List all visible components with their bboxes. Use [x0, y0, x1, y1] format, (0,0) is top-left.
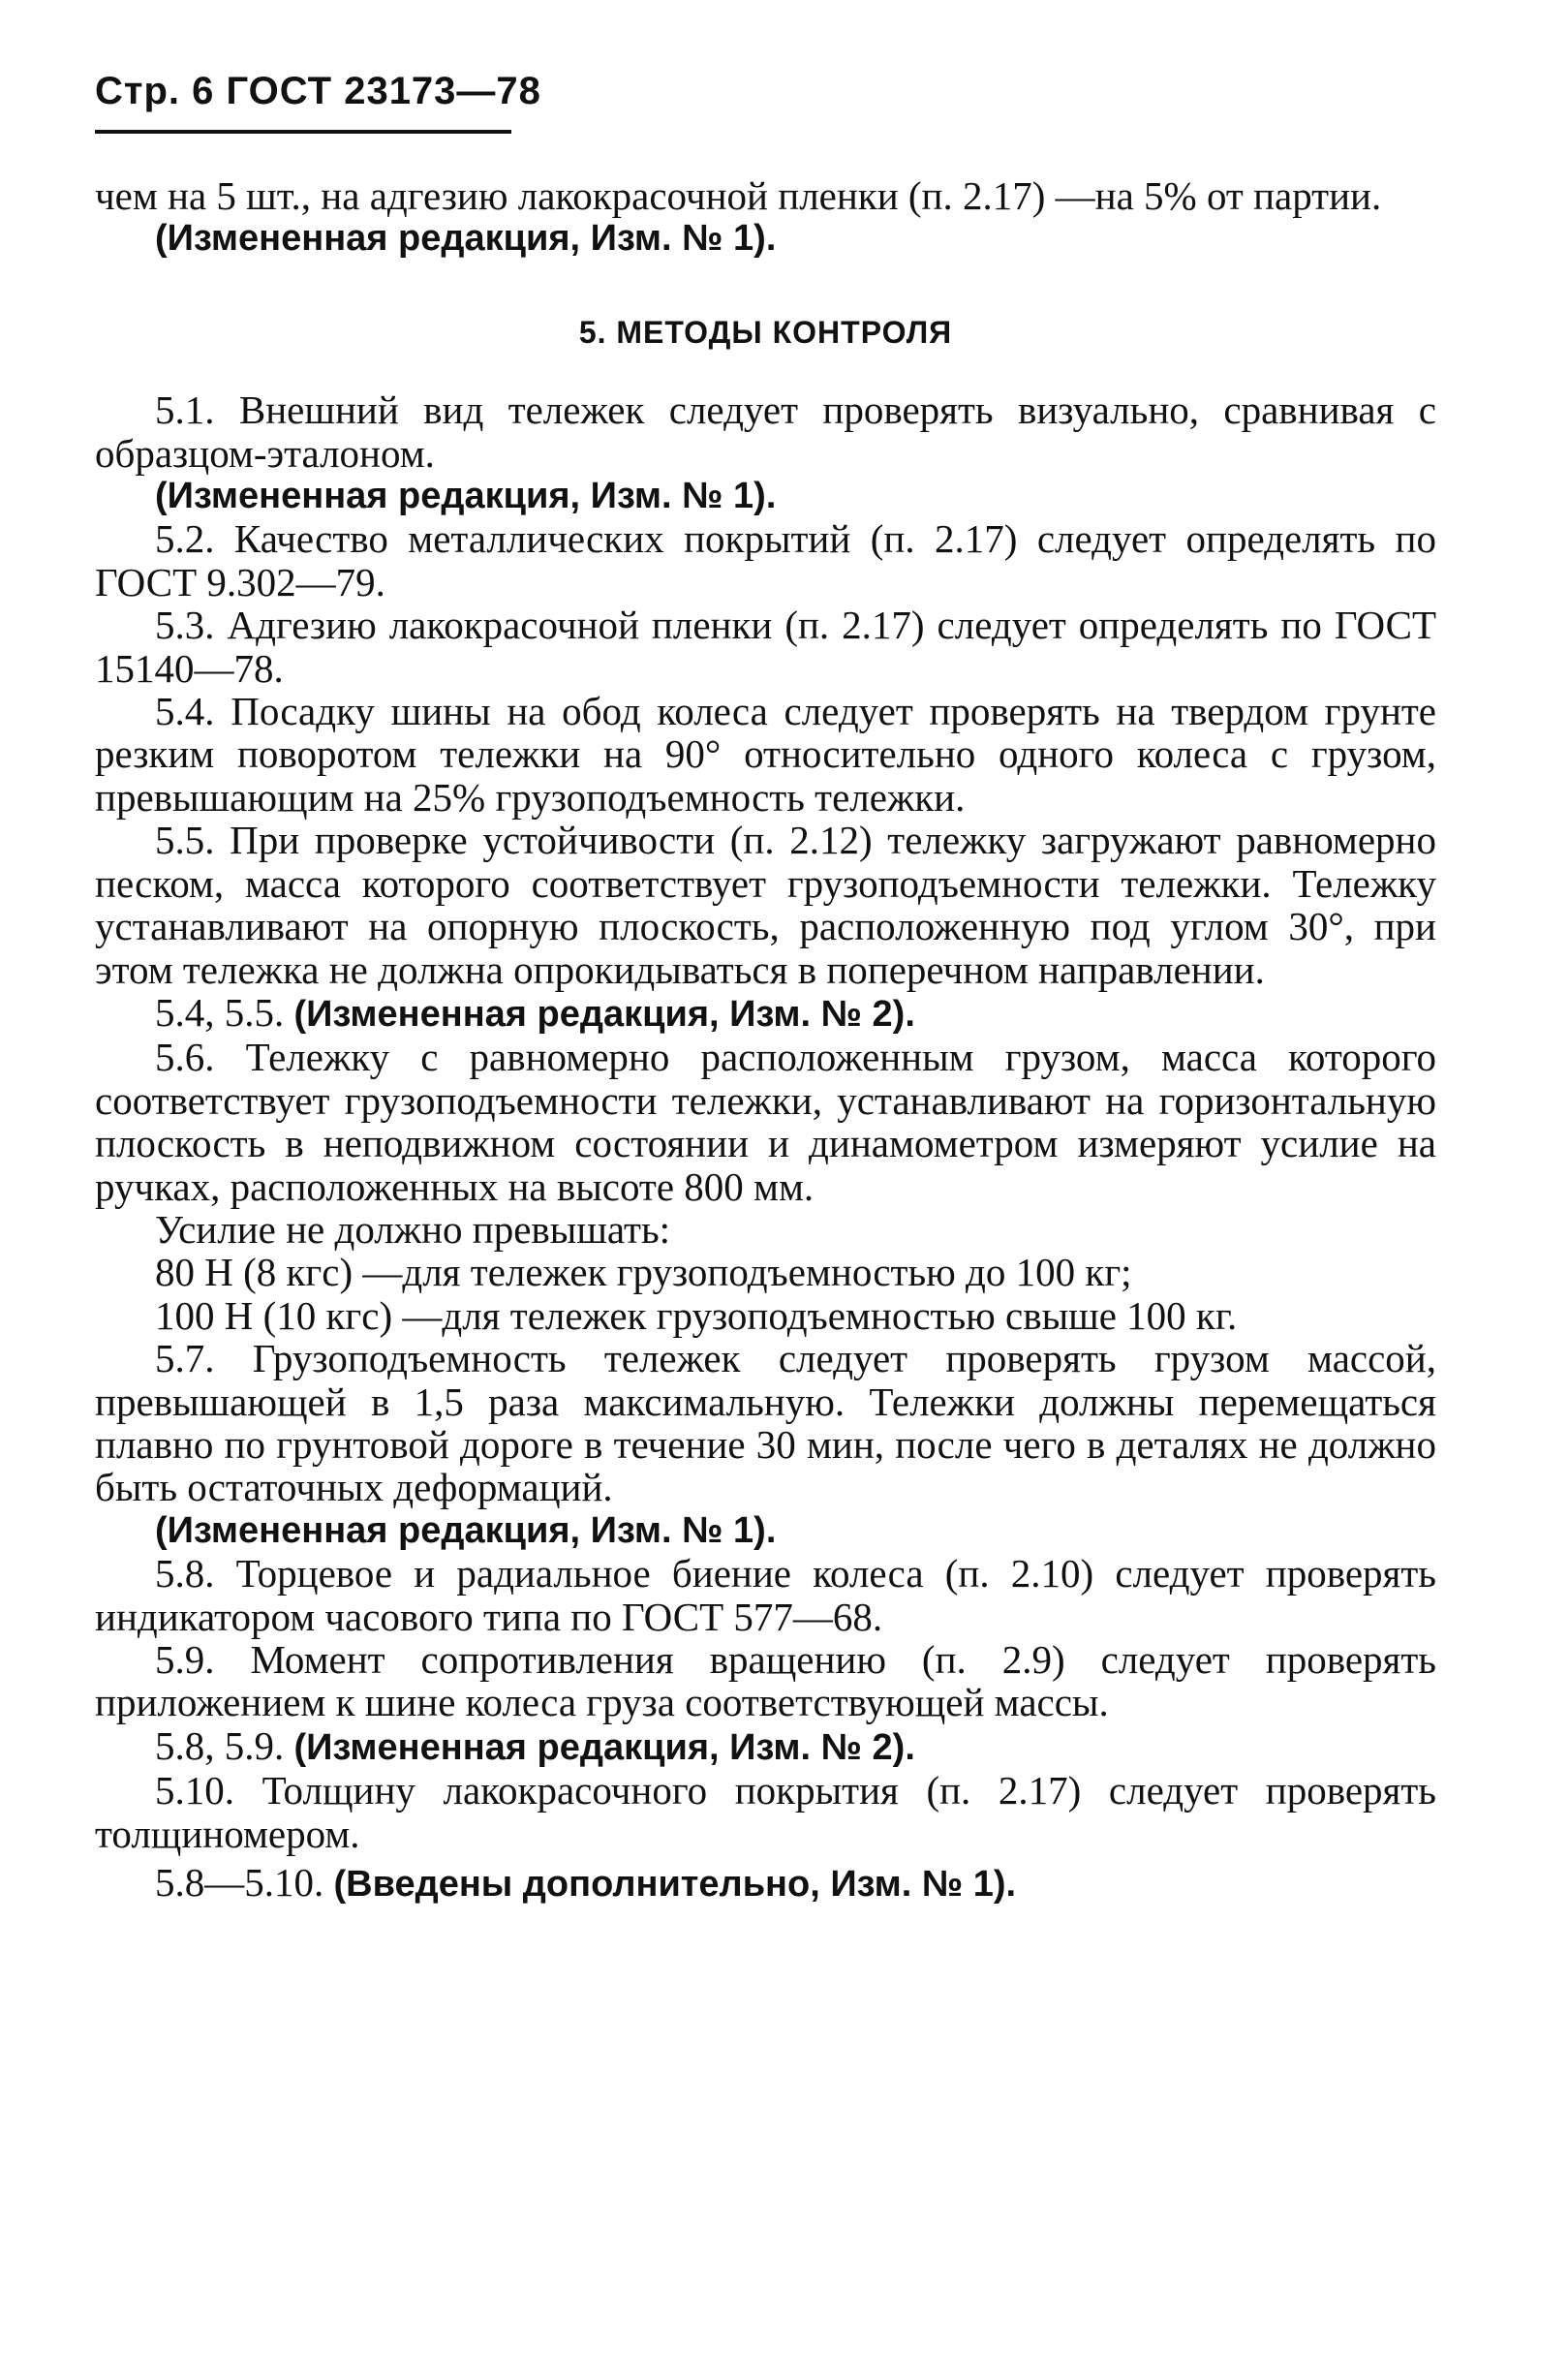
amendment-note: (Измененная редакция, Изм. № 1).: [155, 218, 777, 260]
clause-5-2: 5.2. Качество металлических покрытий (п. 2.17) следует определять по ГОСТ 9.302—79.: [95, 516, 1436, 604]
amendment-prefix: 5.8, 5.9.: [155, 1722, 294, 1768]
clause-5-1: 5.1. Внешний вид тележек следует проверять визуально, сравнивая с образцом-эталоном.: [95, 388, 1436, 476]
clause-5-7: 5.7. Грузоподъемность тележек следует проверять грузом массой, превышающей в 1,5 раза максимальную. Тележки должны перемещаться плавно по грунтовой дороге в течение 30 мин, после чего в деталях не должно быть остаточных деформаций.: [95, 1336, 1436, 1510]
clause-5-9: 5.9. Момент сопротивления вращению (п. 2.9) следует проверять приложением к шине колеса груза соответствующей массы.: [95, 1637, 1436, 1725]
clause-5-3: 5.3. Адгезию лакокрасочной пленки (п. 2.17) следует определять по ГОСТ 15140—78.: [95, 603, 1436, 691]
amendment-note: (Введены дополнительно, Изм. № 1).: [333, 1864, 1017, 1906]
amendment-prefix: 5.8—5.10.: [155, 1860, 334, 1906]
header-rule: [95, 130, 511, 134]
amendment-note: (Измененная редакция, Изм. № 1).: [155, 476, 777, 517]
amendment-5-4-5-5: [95, 991, 1436, 1036]
amendment-note: (Измененная редакция, Изм. № 1).: [155, 1509, 777, 1551]
amendment-note: (Измененная редакция, Изм. № 2).: [293, 993, 915, 1035]
page-header: Стр. 6 ГОСТ 23173—78: [95, 70, 541, 112]
document-body: [95, 174, 1436, 1906]
clause-5-10: 5.10. Толщину лакокрасочного покрытия (п. 2.17) следует проверять толщиномером.: [95, 1768, 1436, 1856]
clause-5-6-limit: Усилие не должно превышать:: [155, 1206, 671, 1252]
clause-5-8: 5.8. Торцевое и радиальное биение колеса (п. 2.10) следует проверять индикатором часового типа по ГОСТ 577—68.: [95, 1551, 1436, 1639]
clause-5-6-limit-b: 100 Н (10 кгс) —для тележек грузоподъемностью свыше 100 кг.: [155, 1292, 1238, 1338]
amendment-5-8-5-10: [95, 1861, 1436, 1906]
amendment-prefix: 5.4, 5.5.: [155, 989, 294, 1035]
clause-5-5: 5.5. При проверке устойчивости (п. 2.12) тележку загружают равномерно песком, масса которого соответствует грузоподъемности тележки. Тележку устанавливают на опорную плоскость, расположенную под углом 30°, при этом тележка не должна опрокидываться в поперечном направлении.: [95, 818, 1436, 992]
amendment-5-8-5-9: [95, 1724, 1436, 1769]
clause-5-6: 5.6. Тележку с равномерно расположенным грузом, масса которого соответствует грузоподъемности тележки, устанавливают на горизонтальную плоскость в неподвижном состоянии и динамометром измеряют усилие на ручках, расположенных на высоте 800 мм.: [95, 1035, 1436, 1209]
amendment-note: (Измененная редакция, Изм. № 2).: [293, 1726, 915, 1768]
section-title: 5. МЕТОДЫ КОНТРОЛЯ: [578, 314, 953, 350]
document-page: [95, 68, 1436, 1906]
clause-5-6-limit-a: 80 Н (8 кгс) —для тележек грузоподъемностью до 100 кг;: [155, 1250, 1132, 1295]
clause-5-4: 5.4. Посадку шины на обод колеса следует проверять на твердом грунте резким поворотом тележки на 90° относительно одного колеса с грузом, превышающим на 25% грузоподъемность тележки.: [95, 689, 1436, 820]
intro-paragraph: чем на 5 шт., на адгезию лакокрасочной пленки (п. 2.17) —на 5% от партии.: [95, 173, 1382, 218]
